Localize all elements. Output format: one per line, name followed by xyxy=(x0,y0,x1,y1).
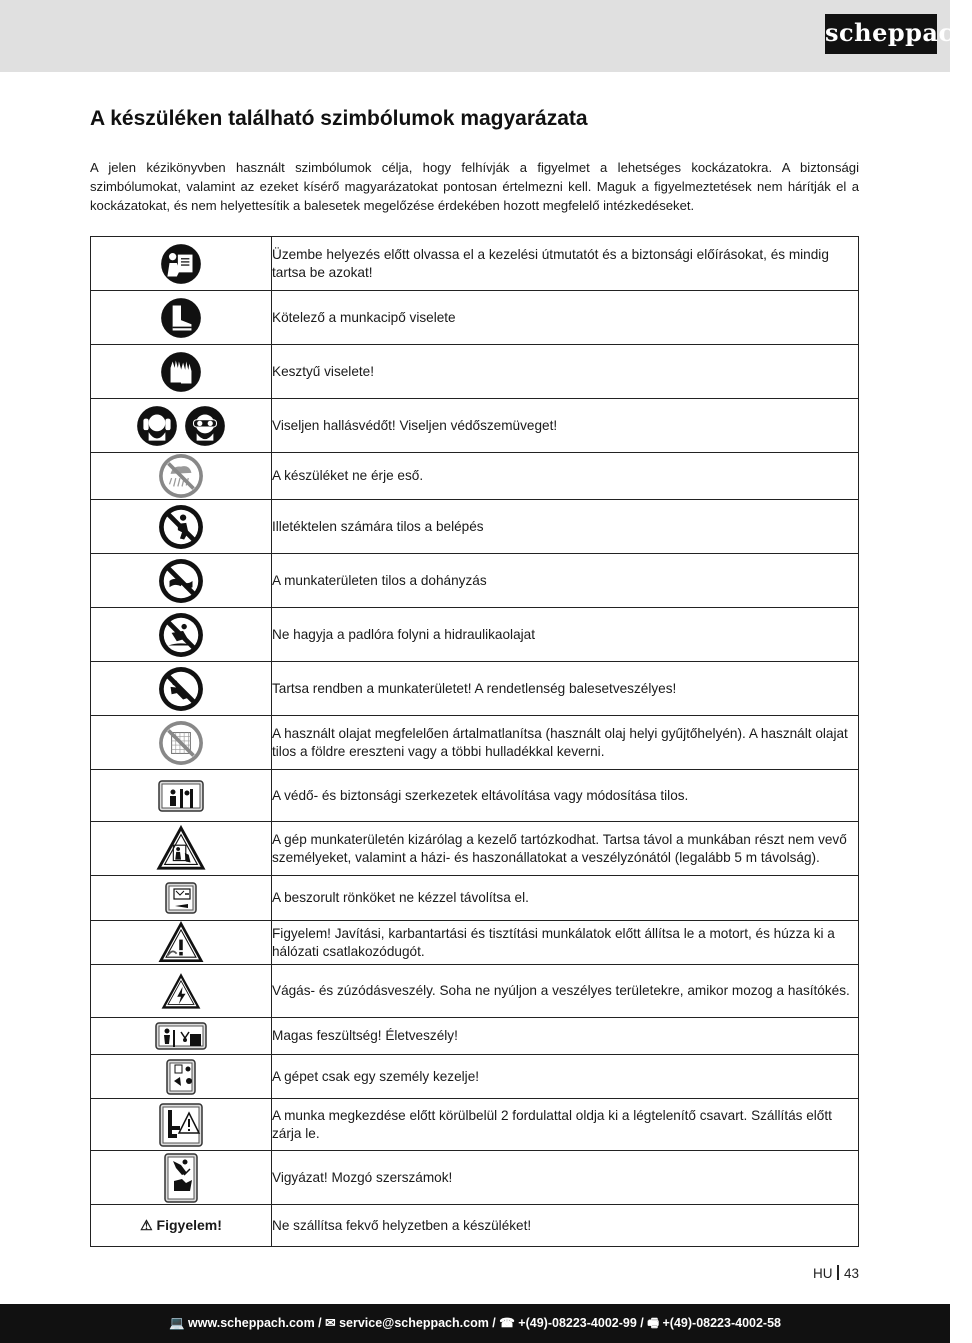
symbol-row xyxy=(91,291,859,345)
footer-mail[interactable]: service@scheppach.com xyxy=(339,1316,489,1330)
symbol-description: Üzembe helyezés előtt olvassa el a kezelési útmutatót és a biztonsági előírásokat, és mindig tartsa be azokat! xyxy=(272,237,859,291)
footer-fax: +(49)-08223-4002-58 xyxy=(662,1316,781,1330)
fax-icon: 🖷 xyxy=(647,1316,663,1330)
mail-icon: ✉ xyxy=(325,1316,340,1330)
symbol-icon-cell xyxy=(91,716,272,770)
symbol-icon-cell xyxy=(91,965,272,1018)
symbol-description: Viseljen hallásvédőt! Viseljen védőszemüveget! xyxy=(272,399,859,453)
footer-phone: +(49)-08223-4002-99 xyxy=(518,1316,637,1330)
no-smoking-icon xyxy=(91,558,271,604)
symbol-description: Vigyázat! Mozgó szerszámok! xyxy=(272,1151,859,1205)
header-bar xyxy=(0,0,972,72)
vent-screw-warning-icon xyxy=(91,1103,271,1147)
tidy-workplace-icon xyxy=(91,666,271,712)
two-operators-icon xyxy=(91,1022,271,1050)
symbol-row xyxy=(91,662,859,716)
symbol-description: A használt olajat megfelelően ártalmatlanítsa (használt olaj helyi gyűjtőhelyén). A használt olajat tilos a földre ereszteni vagy a többi hulladékkal keverni. xyxy=(272,716,859,770)
symbol-icon-cell xyxy=(91,345,272,399)
symbol-row xyxy=(91,237,859,291)
symbol-description: A munka megkezdése előtt körülbelül 2 fordulattal oldja ki a légtelenítő csavart. Szállítás előtt zárja le. xyxy=(272,1099,859,1151)
symbol-icon-cell xyxy=(91,1099,272,1151)
footer-web[interactable]: www.scheppach.com xyxy=(188,1316,315,1330)
symbol-description: A védő- és biztonsági szerkezetek eltávolítása vagy módosítása tilos. xyxy=(272,770,859,822)
oil-disposal-icon xyxy=(91,720,271,766)
read-manual-icon xyxy=(91,241,271,287)
symbol-row xyxy=(91,1205,859,1247)
warning-label: Figyelem! xyxy=(156,1216,222,1233)
symbol-icon-cell xyxy=(91,291,272,345)
symbol-row xyxy=(91,876,859,921)
symbol-description: Ne hagyja a padlóra folyni a hidraulikaolajat xyxy=(272,608,859,662)
symbol-icon-cell xyxy=(91,1151,272,1205)
symbol-icon-cell xyxy=(91,237,272,291)
keep-distance-warning-icon xyxy=(91,826,271,870)
symbol-row xyxy=(91,1151,859,1205)
footer-bar: 💻 www.scheppach.com / ✉ service@scheppach.com / ☎ +(49)-08223-4002-99 / 🖷 +(49)-08223-4002-58 xyxy=(0,1304,950,1343)
symbol-row xyxy=(91,608,859,662)
single-operator-icon xyxy=(91,1059,271,1095)
intro-paragraph: A jelen kézikönyvben használt szimbólumok célja, hogy felhívják a figyelmet a lehetséges kockázatokra. A biztonsági szimbólumokat, valamint az ezeket kísérő magyarázatokat pontosan értelmezni kell. Maguk a figyelmeztetések nem hárítják el a kockázatokat, és nem helyettesítik a balesetek megelőzése érdekében hozott megfelelő intézkedéseket. xyxy=(90,160,859,213)
symbol-icon-cell xyxy=(91,662,272,716)
symbol-icon-cell xyxy=(91,1018,272,1055)
symbol-row xyxy=(91,500,859,554)
symbol-row xyxy=(91,345,859,399)
symbol-icon-cell xyxy=(91,500,272,554)
symbol-row xyxy=(91,770,859,822)
page-number xyxy=(813,1265,859,1281)
no-rain-icon xyxy=(91,453,271,499)
symbol-row xyxy=(91,1055,859,1099)
symbol-icon-cell xyxy=(91,608,272,662)
safety-boots-icon xyxy=(91,295,271,341)
symbol-row xyxy=(91,453,859,500)
page-title: A készüléken található szimbólumok magyarázata xyxy=(90,107,588,130)
symbol-row xyxy=(91,921,859,965)
maintenance-warning-icon xyxy=(91,922,271,962)
computer-icon: 💻 xyxy=(168,1316,189,1330)
symbol-description: Vágás- és zúzódásveszély. Soha ne nyúljon a veszélyes területekre, amikor mozog a hasítókés. xyxy=(272,965,859,1018)
warning-triangle-icon: ⚠ Figyelem! xyxy=(140,1216,222,1233)
jammed-log-icon xyxy=(91,882,271,914)
symbol-description: Magas feszültség! Életveszély! xyxy=(272,1018,859,1055)
symbol-description: Illetéktelen számára tilos a belépés xyxy=(272,500,859,554)
brand-logo: scheppach xyxy=(825,14,937,54)
symbol-row xyxy=(91,1099,859,1151)
symbol-row xyxy=(91,822,859,876)
symbol-icon-cell xyxy=(91,453,272,500)
symbol-row xyxy=(91,1018,859,1055)
symbol-description: A munkaterületen tilos a dohányzás xyxy=(272,554,859,608)
moving-tools-icon xyxy=(91,1153,271,1203)
symbol-row xyxy=(91,965,859,1018)
symbol-description: Ne szállítsa fekvő helyzetben a készüléket! xyxy=(272,1205,859,1247)
symbol-icon-cell xyxy=(91,1055,272,1099)
symbol-description: A gépet csak egy személy kezelje! xyxy=(272,1055,859,1099)
symbol-icon-cell xyxy=(91,770,272,822)
symbol-icon-cell xyxy=(91,554,272,608)
symbol-row xyxy=(91,554,859,608)
symbol-icon-cell xyxy=(91,876,272,921)
symbol-description: A készüléket ne érje eső. xyxy=(272,453,859,500)
guard-removal-icon xyxy=(91,780,271,812)
symbol-description: Kesztyű viselete! xyxy=(272,345,859,399)
ear-eye-protection-icon xyxy=(91,403,271,449)
symbol-description: Tartsa rendben a munkaterületet! A rendetlenség balesetveszélyes! xyxy=(272,662,859,716)
gloves-icon xyxy=(91,349,271,395)
symbol-description: A gép munkaterületén kizárólag a kezelő tartózkodhat. Tartsa távol a munkában részt nem vevő személyeket, valamint a házi- és haszonállatokat a veszélyzónától (legalább 5 m távolság). xyxy=(272,822,859,876)
page-number-value: 43 xyxy=(843,1266,859,1281)
symbol-icon-cell xyxy=(91,921,272,965)
symbol-icon-cell xyxy=(91,399,272,453)
symbols-table xyxy=(90,236,859,1247)
no-oil-spill-icon xyxy=(91,612,271,658)
symbol-icon-cell xyxy=(91,822,272,876)
no-entry-icon xyxy=(91,504,271,550)
symbol-row xyxy=(91,399,859,453)
high-voltage-warning-icon xyxy=(91,974,271,1009)
symbol-description: Kötelező a munkacipő viselete xyxy=(272,291,859,345)
phone-icon: ☎ xyxy=(499,1316,519,1330)
symbol-icon-cell xyxy=(91,1205,272,1247)
page-lang: HU xyxy=(812,1266,833,1281)
symbol-row xyxy=(91,716,859,770)
symbol-description: Figyelem! Javítási, karbantartási és tisztítási munkálatok előtt állítsa le a motort, és húzza ki a hálózati csatlakozódugót. xyxy=(272,921,859,965)
symbol-description: A beszorult rönköket ne kézzel távolítsa el. xyxy=(272,876,859,921)
